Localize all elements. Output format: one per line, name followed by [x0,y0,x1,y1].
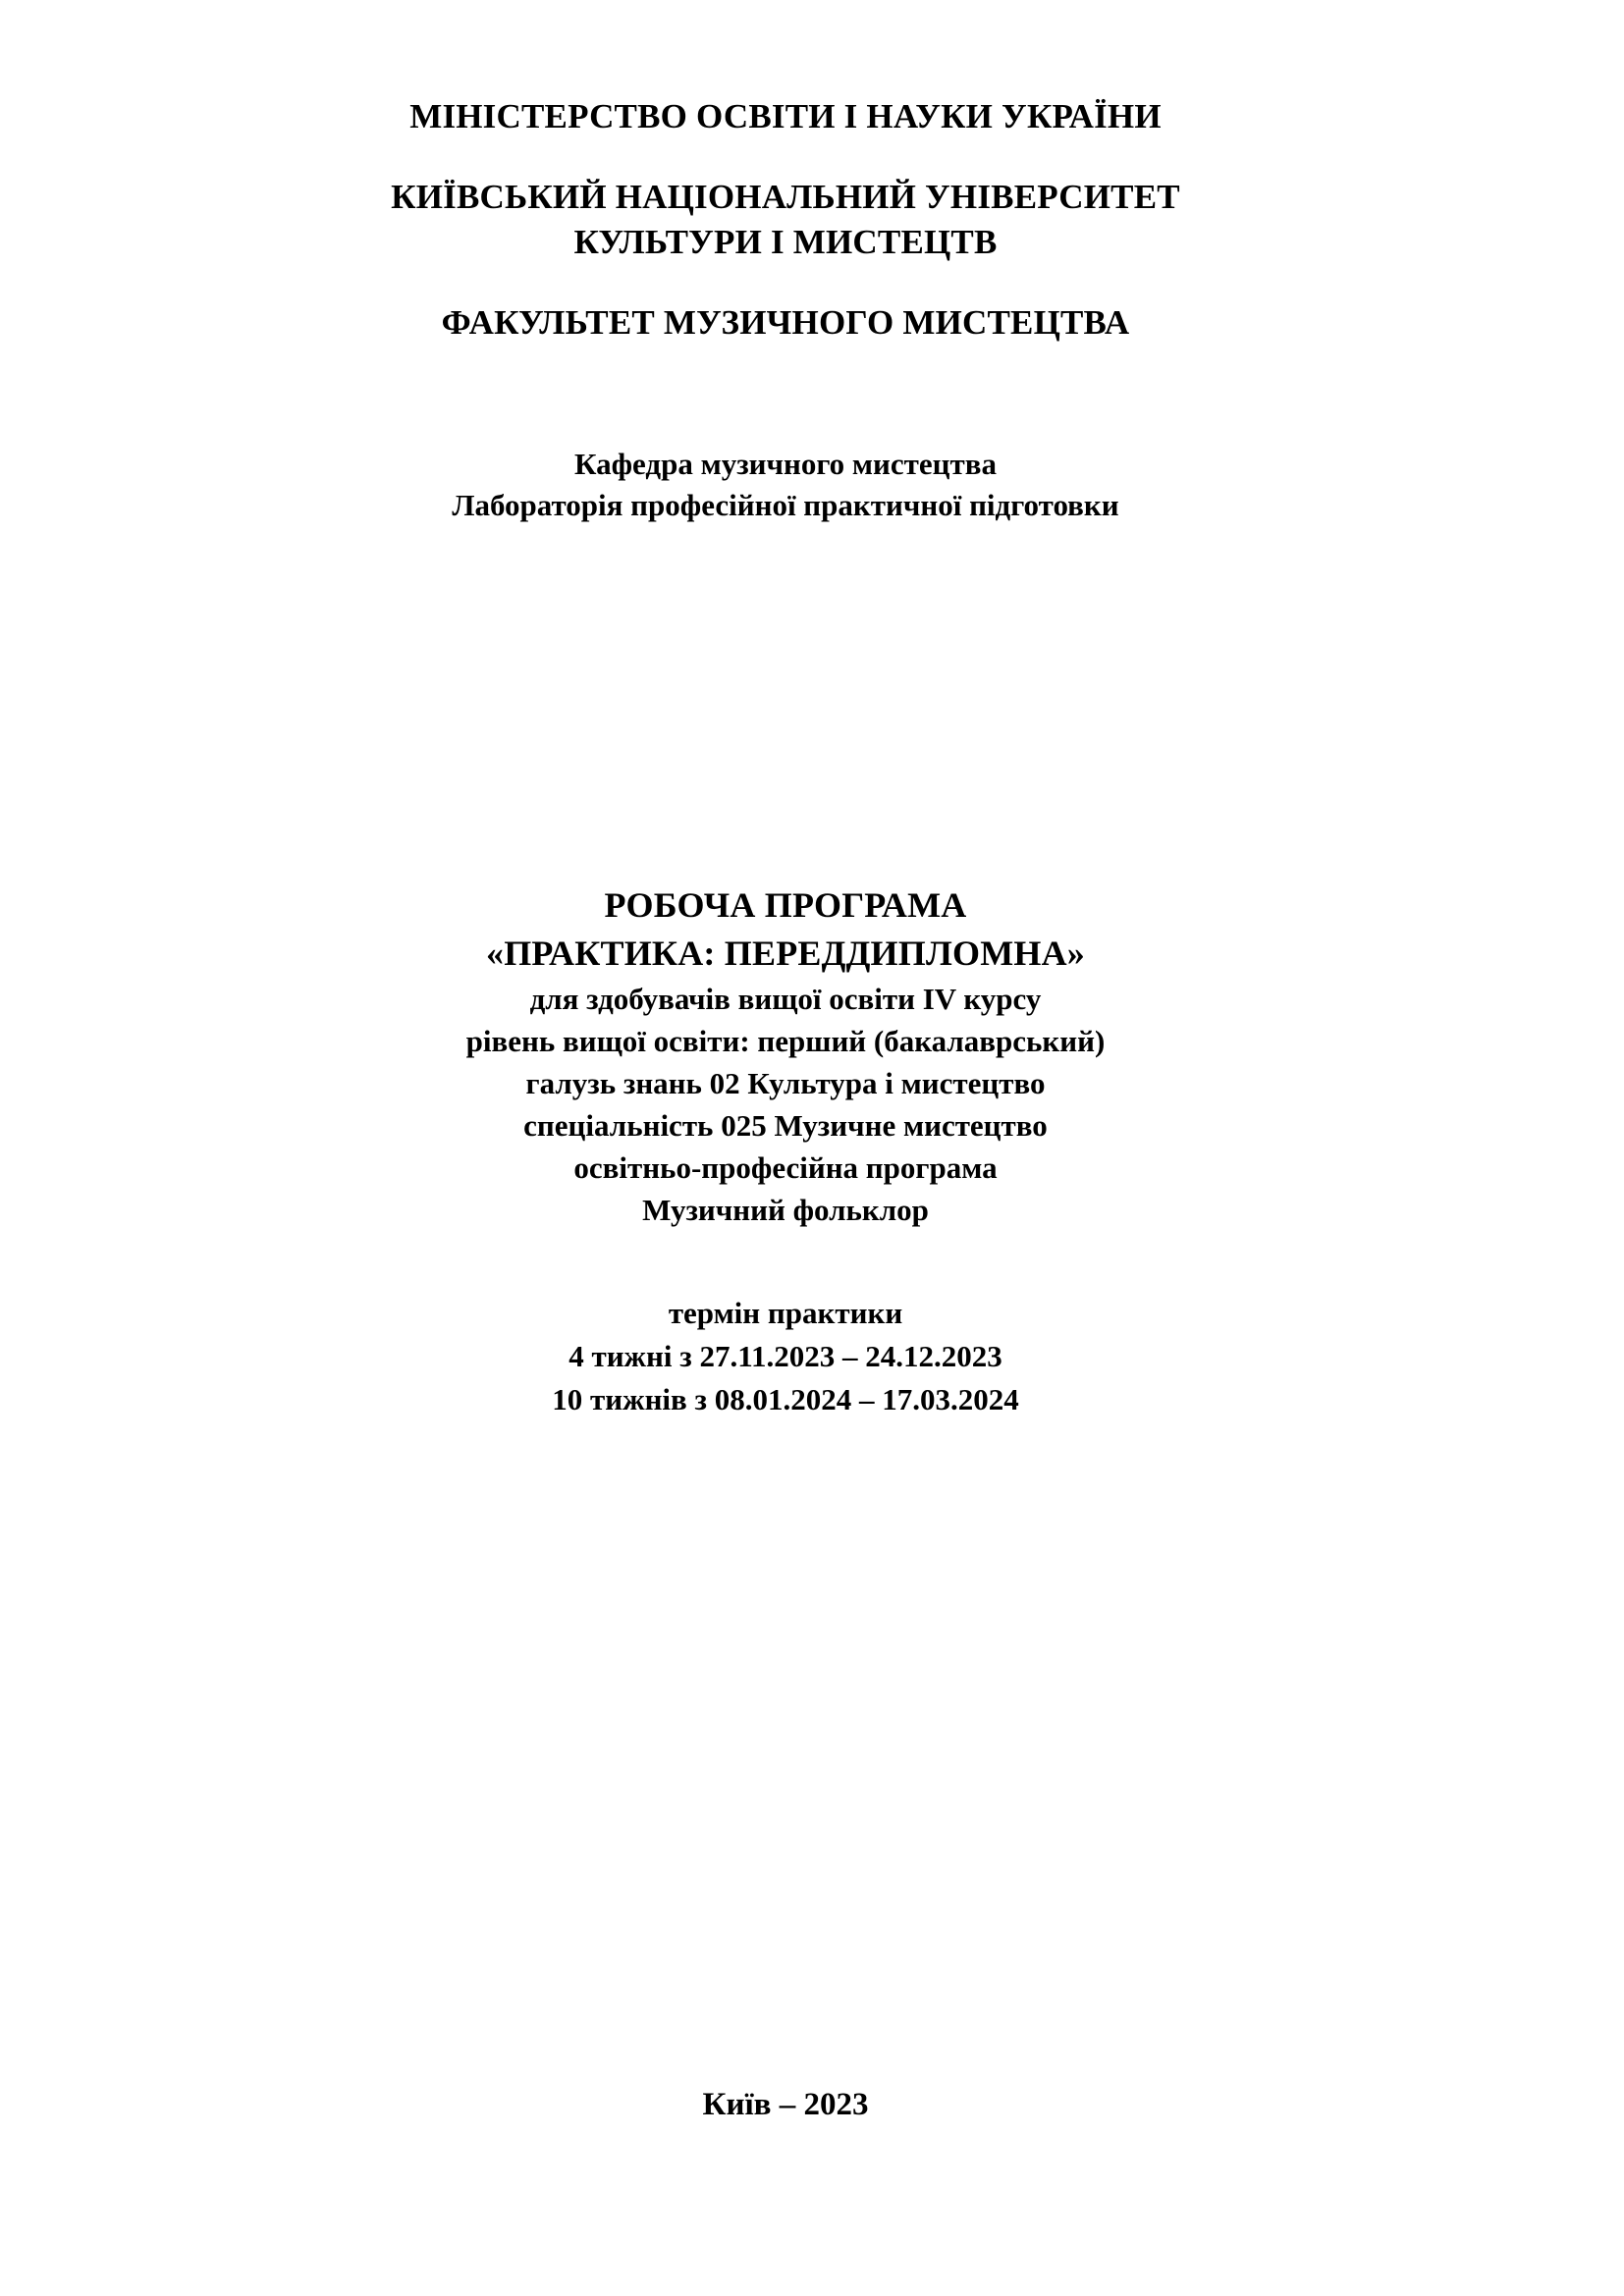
place-and-year: Київ – 2023 [702,2087,869,2122]
program-audience: для здобувачів вищої освіти IV курсу [529,982,1042,1016]
faculty-name: ФАКУЛЬТЕТ МУЗИЧНОГО МИСТЕЦТВА [441,303,1130,342]
program-type: освітньо-професійна програма [573,1150,998,1185]
department-name: Кафедра музичного мистецтва [574,447,997,481]
department-block [187,444,1384,526]
university-name-line-2: КУЛЬТУРИ І МИСТЕЦТВ [573,223,998,261]
spacer [187,265,1384,300]
program-degree-level: рівень вищої освіти: перший (бакалаврський) [465,1024,1106,1058]
program-knowledge-branch: галузь знань 02 Культура і мистецтво [525,1066,1046,1100]
ministry-name: МІНІСТЕРСТВО ОСВІТИ І НАУКИ УКРАЇНИ [409,97,1162,135]
practice-term-label: термін практики [668,1296,903,1330]
program-specialty: спеціальність 025 Музичне мистецтво [523,1108,1048,1143]
program-title-line-2: «ПРАКТИКА: ПЕРЕДДИПЛОМНА» [486,934,1085,973]
program-title-line-1: РОБОЧА ПРОГРАМА [604,885,967,925]
program-title-block [187,881,1384,1231]
practice-period-1: 4 тижні з 27.11.2023 – 24.12.2023 [568,1339,1002,1373]
institution-header [187,94,1384,346]
publication-footer [187,2084,1384,2125]
university-name-line-1: КИЇВСЬКИЙ НАЦІОНАЛЬНИЙ УНІВЕРСИТЕТ [391,178,1180,216]
laboratory-name: Лабораторія професійної практичної підготовки [452,488,1119,522]
practice-period-2: 10 тижнів з 08.01.2024 – 17.03.2024 [552,1382,1019,1416]
program-name: Музичний фольклор [642,1193,929,1227]
practice-term-block [187,1292,1384,1421]
spacer [187,139,1384,175]
